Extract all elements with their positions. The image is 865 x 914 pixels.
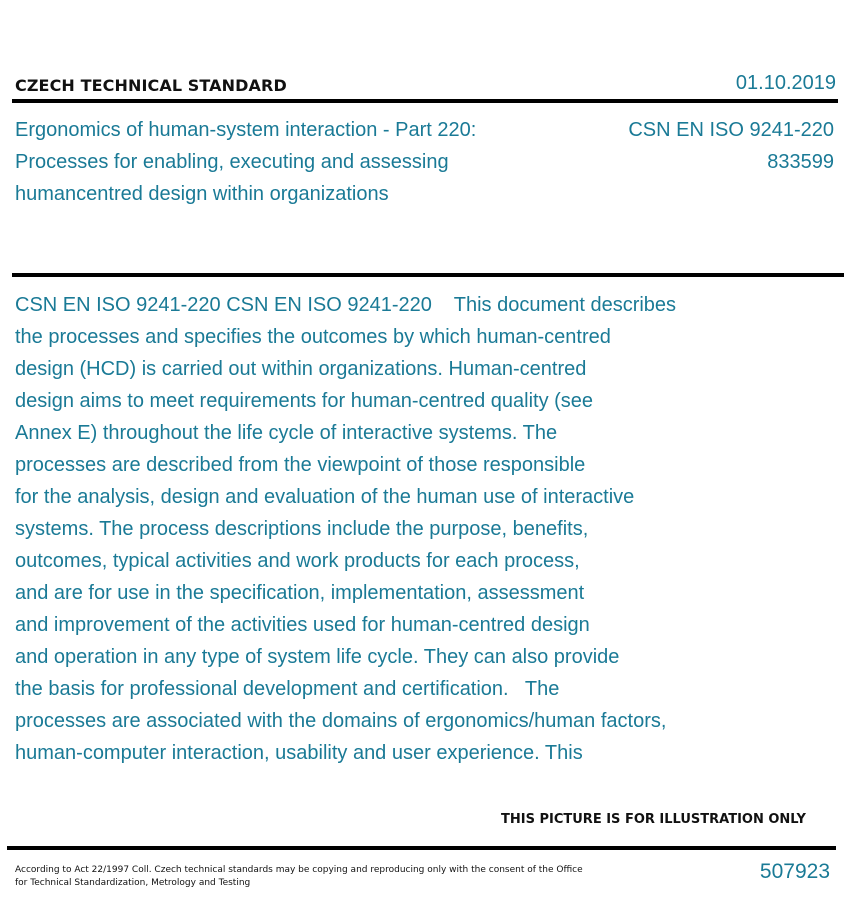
abstract-line: design aims to meet requirements for human-centred quality (see xyxy=(15,390,594,412)
bottom-divider xyxy=(7,846,836,850)
publication-date: 01.10.2019 xyxy=(735,72,836,94)
abstract-line: for the analysis, design and evaluation of the human use of interactive xyxy=(15,486,635,508)
abstract-line: and improvement of the activities used for human-centred design xyxy=(15,614,590,636)
abstract-line: systems. The process descriptions include the purpose, benefits, xyxy=(15,518,589,540)
standard-identifier xyxy=(628,114,834,178)
abstract-line: and are for use in the specification, implementation, assessment xyxy=(15,582,585,604)
standard-code: CSN EN ISO 9241-220 xyxy=(628,119,834,141)
abstract-line: and operation in any type of system life cycle. They can also provide xyxy=(15,646,620,668)
document-id: 507923 xyxy=(759,860,830,883)
title-line: Processes for enabling, executing and assessing xyxy=(15,151,449,173)
legal-notice xyxy=(15,864,615,890)
title-line: humancentred design within organizations xyxy=(15,183,389,205)
title-line: Ergonomics of human-system interaction - Part 220: xyxy=(15,119,477,141)
document-title xyxy=(15,114,575,210)
abstract-line: outcomes, typical activities and work products for each process, xyxy=(15,550,580,572)
illustration-notice: THIS PICTURE IS FOR ILLUSTRATION ONLY xyxy=(501,812,806,827)
middle-divider xyxy=(12,273,844,277)
abstract-line: processes are associated with the domains of ergonomics/human factors, xyxy=(15,710,667,732)
document-abstract xyxy=(15,289,835,769)
legal-line: According to Act 22/1997 Coll. Czech technical standards may be copying and reproducing only with the consent of the Office xyxy=(15,865,583,875)
abstract-line: human-computer interaction, usability and user experience. This xyxy=(15,742,583,764)
abstract-line: processes are described from the viewpoint of those responsible xyxy=(15,454,586,476)
abstract-line: Annex E) throughout the life cycle of interactive systems. The xyxy=(15,422,558,444)
abstract-line: CSN EN ISO 9241-220 CSN EN ISO 9241-220 This document describes xyxy=(15,294,677,316)
standard-type-label: CZECH TECHNICAL STANDARD xyxy=(15,76,287,95)
abstract-line: the basis for professional development and certification. The xyxy=(15,678,560,700)
abstract-line: the processes and specifies the outcomes by which human-centred xyxy=(15,326,611,348)
abstract-line: design (HCD) is carried out within organizations. Human-centred xyxy=(15,358,587,380)
legal-line: for Technical Standardization, Metrology and Testing xyxy=(15,878,251,888)
catalog-number: 833599 xyxy=(767,151,834,173)
top-divider xyxy=(12,99,838,103)
